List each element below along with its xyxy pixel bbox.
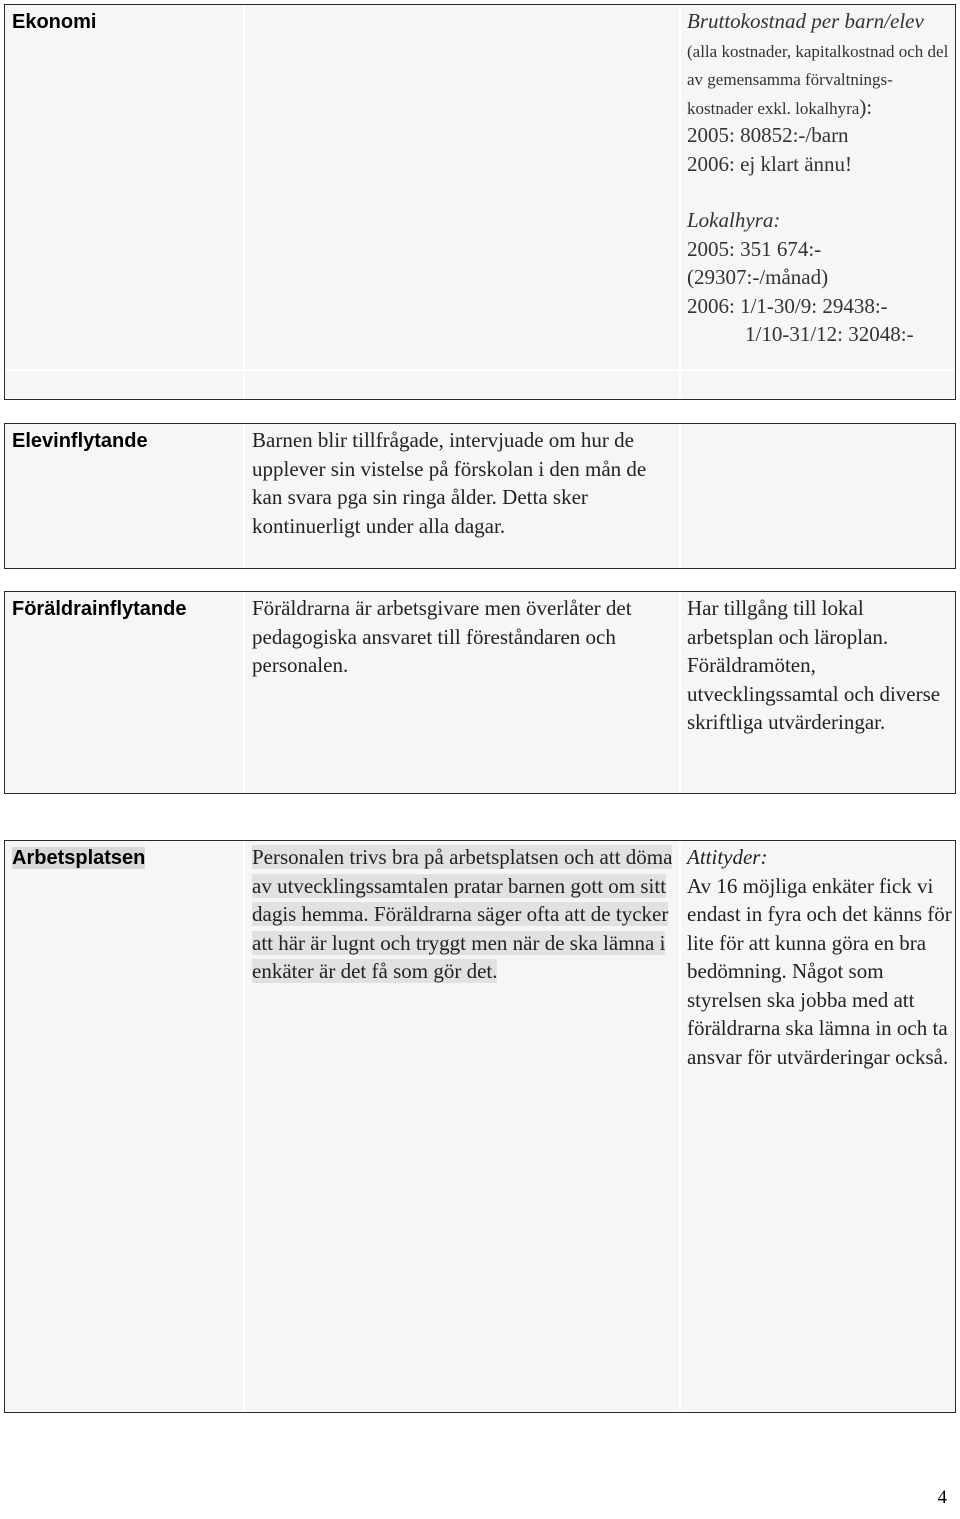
arbetsplatsen-label: Arbetsplatsen xyxy=(12,847,146,869)
page-number: 4 xyxy=(937,1487,947,1508)
cost-2006: 2006: ej klart ännu! xyxy=(687,151,853,176)
row-inner-divider xyxy=(5,369,955,371)
lokalhyra-2006: 2006: 1/1-30/9: 29438:- xyxy=(687,293,888,318)
ekonomi-label-cell xyxy=(5,5,243,399)
brutto-title: Bruttokostnad per barn/elev xyxy=(687,9,924,33)
arbetsplatsen-label-cell xyxy=(5,841,243,1412)
foraldrainflytande-label-cell xyxy=(5,592,243,793)
ekonomi-label: Ekonomi xyxy=(12,11,97,33)
attityder-cell xyxy=(681,841,955,1412)
cost-2005: 2005: 80852:-/barn xyxy=(687,123,849,147)
elevinflytande-label-cell xyxy=(5,424,243,568)
brutto-note: (alla kostnader, kapitalkostnad och del av gemensamma förvaltnings-kostnader exkl. lokalhyra xyxy=(687,41,949,118)
elevinflytande-text-cell xyxy=(245,424,679,568)
lokalhyra-title: Lokalhyra: xyxy=(687,208,781,232)
ekonomi-middle-cell xyxy=(245,5,679,399)
elevinflytande-empty-cell xyxy=(681,424,955,568)
arbetsplatsen-text xyxy=(252,843,675,986)
foraldrainflytande-row xyxy=(4,591,956,794)
foraldrainflytande-extra-cell xyxy=(681,592,955,793)
lokalhyra-2005: 2005: 351 674:- (29307:-/månad) xyxy=(687,236,829,289)
ekonomi-cost-cell xyxy=(681,5,955,399)
foraldrainflytande-label: Föräldrainflytande xyxy=(12,598,187,620)
arbetsplatsen-text-cell xyxy=(245,841,679,1412)
brutto-paragraph xyxy=(687,7,953,121)
attityder-text: Av 16 möjliga enkäter fick vi endast in fyra och det känns för lite för att kunna göra en bra bedömning. Något som styrelsen ska jobba med att föräldrarna ska lämna in och ta ansvar för utvärderingar också. xyxy=(687,873,952,1069)
attityder-title: Attityder: xyxy=(687,845,768,869)
ekonomi-row xyxy=(4,4,956,400)
elevinflytande-row xyxy=(4,423,956,569)
brutto-end: ): xyxy=(859,94,873,119)
foraldrainflytande-text-cell xyxy=(245,592,679,793)
elevinflytande-label: Elevinflytande xyxy=(12,430,148,452)
spacer xyxy=(687,178,953,206)
foraldrainflytande-extra-text: Har tillgång till lokal arbetsplan och läroplan. Föräldramöten, utvecklingssamtal och diverse skriftliga utvärderingar. xyxy=(687,596,941,734)
foraldrainflytande-text: Föräldrarna är arbetsgivare men överlåter det pedagogiska ansvaret till föreståndaren och personalen. xyxy=(252,596,632,677)
elevinflytande-text: Barnen blir tillfrågade, intervjuade om hur de upplever sin vistelse på förskolan i den mån de kan svara pga sin ringa ålder. Detta sker kontinuerligt under alla dagar. xyxy=(252,428,647,538)
arbetsplatsen-row xyxy=(4,840,956,1413)
arbetsplatsen-text-content: Personalen trivs bra på arbetsplatsen och att döma av utvecklingssamtalen pratar barnen gott om sitt dagis hemma. Föräldrarna säger ofta att de tycker att här är lugnt och tryggt men när de ska lämna i enkäter är det få som gör det. xyxy=(252,845,673,983)
lokalhyra-2006b: 1/10-31/12: 32048:- xyxy=(745,322,914,346)
